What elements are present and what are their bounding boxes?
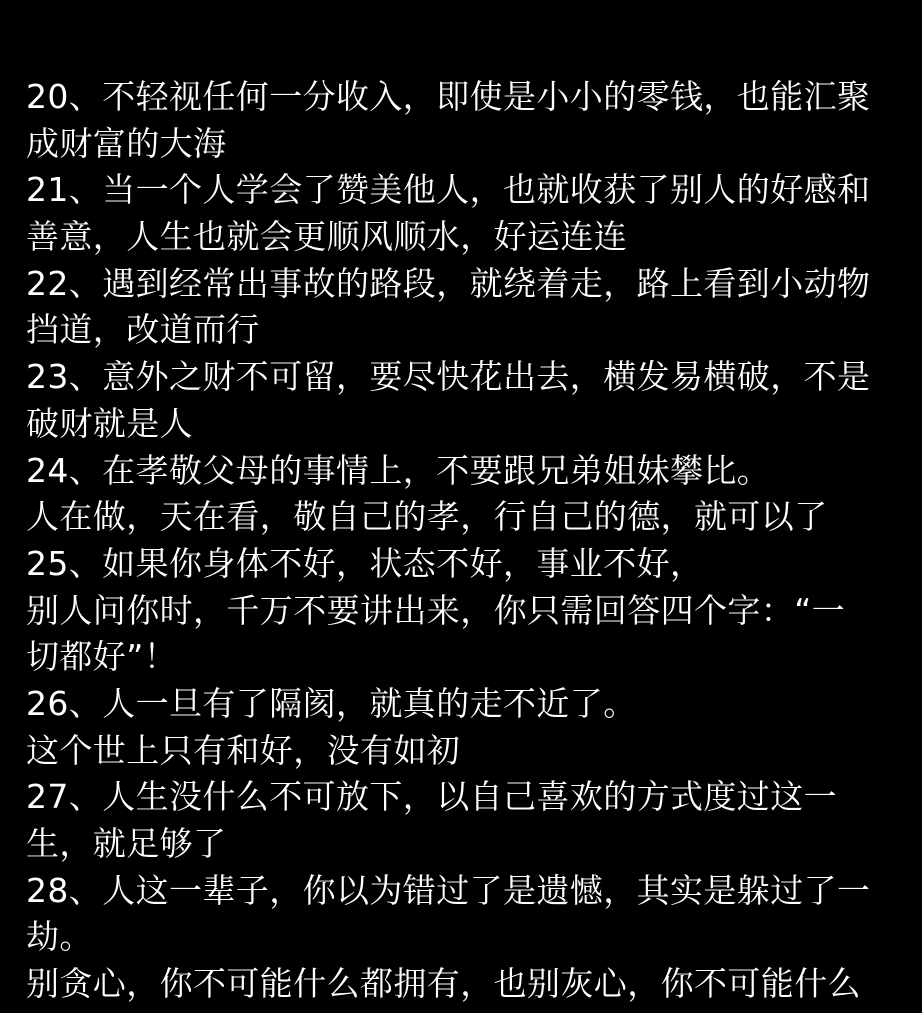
- text-line-6: 挡道，改道而行: [26, 310, 260, 350]
- text-body: [26, 74, 906, 1008]
- text-line-10: 人在做，天在看，敬自己的孝，行自己的德，就可以了: [26, 497, 828, 537]
- text-line-15: 这个世上只有和好，没有如初: [26, 730, 461, 770]
- text-line-12: 别人问你时，千万不要讲出来，你只需回答四个字：“一: [26, 590, 846, 630]
- text-line-13: 切都好”！: [26, 637, 178, 677]
- text-line-2: 成财富的大海: [26, 123, 227, 163]
- text-line-3: 21、当一个人学会了赞美他人，也就收获了别人的好感和: [26, 170, 871, 210]
- text-line-11: 25、如果你身体不好，状态不好，事业不好，: [26, 543, 704, 583]
- text-line-4: 善意，人生也就会更顺风顺水，好运连连: [26, 217, 628, 257]
- text-line-9: 24、在孝敬父母的事情上，不要跟兄弟姐妹攀比。: [26, 450, 771, 490]
- text-line-7: 23、意外之财不可留，要尽快花出去，横发易横破，不是: [26, 357, 871, 397]
- text-line-1: 20、不轻视任何一分收入，即使是小小的零钱，也能汇聚: [26, 77, 871, 116]
- text-line-17: 生，就足够了: [26, 824, 227, 863]
- text-line-19: 劫。: [26, 917, 93, 957]
- text-line-18: 28、人这一辈子，你以为错过了是遗憾，其实是躲过了一: [26, 870, 871, 910]
- text-line-14: 26、人一旦有了隔阂，就真的走不近了。: [26, 683, 637, 723]
- text-line-5: 22、遇到经常出事故的路段，就绕着走，路上看到小动物: [26, 263, 871, 303]
- text-line-20: 别贪心，你不可能什么都拥有，也别灰心，你不可能什么: [26, 964, 861, 1004]
- text-line-8: 破财就是人: [26, 403, 193, 443]
- text-line-16: 27、人生没什么不可放下，以自己喜欢的方式度过这一: [26, 777, 837, 817]
